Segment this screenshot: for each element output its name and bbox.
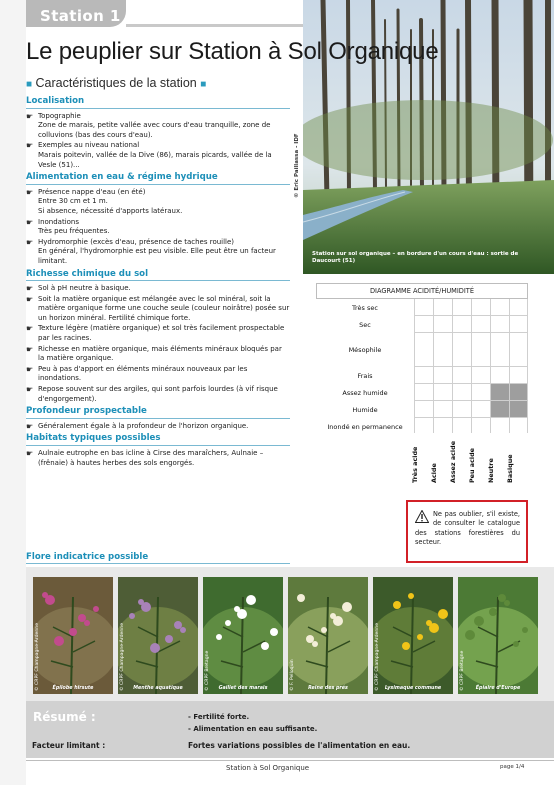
diagram-column-label	[469, 435, 488, 483]
diagram-cell	[490, 299, 509, 316]
diagram-cell	[433, 316, 452, 333]
item-label: Richesse en matière organique, mais éléments minéraux bloqués par la matière organique.	[38, 344, 282, 363]
diagram-column-label	[450, 435, 469, 483]
page-title: Le peuplier sur Station à Sol Organique	[26, 38, 439, 65]
summary-line: - Alimentation en eau suffisante.	[188, 725, 318, 733]
pointing-hand-icon: ☛	[26, 284, 34, 294]
section-item	[26, 324, 290, 343]
diagram-row-label: Humide	[352, 405, 378, 414]
plant-photo	[373, 577, 453, 694]
plant-name: Reine des prés	[308, 686, 348, 691]
plant-photo-credit: © F. Pelloquin	[290, 659, 295, 691]
diagram-cell	[509, 333, 528, 367]
item-label: Hydromorphie (excès d'eau, présence de taches rouille)	[38, 237, 235, 246]
plant-photo-credit: © CRPF Champagne-Ardenne	[120, 622, 125, 691]
diagram-column-text: Peu acide	[468, 448, 476, 483]
pointing-hand-icon: ☛	[26, 324, 34, 334]
diagram-column-label	[488, 435, 507, 483]
plant-name: Épilobe hirsute	[52, 686, 94, 691]
plant-photo	[458, 577, 538, 694]
station-tab: Station 1	[26, 0, 126, 27]
diagram-cell	[433, 401, 452, 418]
left-margin-strip	[0, 0, 26, 785]
diagram-cell	[471, 333, 490, 367]
diagram-column-text: Neutre	[487, 458, 495, 483]
item-detail: Marais poitevin, vallée de la Dive (86), marais picards, vallée de la Vesle (51)...	[38, 150, 272, 169]
diagram-cell	[490, 316, 509, 333]
plant-photo-credit: © CRPF Bretagne	[205, 650, 210, 691]
section-item	[26, 422, 290, 432]
section-heading-text: Caractéristiques de la station	[35, 76, 197, 90]
item-label: Inondations	[38, 217, 80, 226]
diagram-row-label: Assez humide	[342, 388, 388, 397]
plant-photo-credit: © CRPF Bretagne	[460, 650, 465, 691]
diagram-column-text: Assez acide	[449, 440, 457, 483]
diagram-column-label	[507, 435, 526, 483]
section-title: Richesse chimique du sol	[26, 270, 290, 282]
photo-caption: Station sur sol organique – en bordure d'un cours d'eau : sortie de Daucourt (51)	[312, 251, 519, 264]
plant-photo-credit: © CRPF Champagne-Ardenne	[35, 622, 40, 691]
pointing-hand-icon: ☛	[26, 449, 34, 458]
page-number: page 1/4	[500, 764, 525, 770]
diagram-cell	[452, 401, 471, 418]
square-bullet-icon: ■	[26, 79, 33, 90]
summary-title: Résumé :	[33, 710, 96, 724]
diagram-cell	[471, 316, 490, 333]
diagram-row-label: Mésophile	[348, 346, 382, 354]
station-characteristics	[26, 94, 290, 469]
diagram-column-text: Basique	[506, 454, 514, 483]
diagram-cell	[509, 367, 528, 384]
pointing-hand-icon: ☛	[26, 187, 34, 197]
diagram-cell	[490, 367, 509, 384]
diagram-cell	[452, 299, 471, 316]
diagram-row-label: Très sec	[352, 303, 378, 312]
section-item	[26, 449, 290, 468]
diagram-cell	[471, 299, 490, 316]
acidity-humidity-diagram	[316, 283, 528, 435]
item-label: Généralement égale à la profondeur de l'horizon organique.	[38, 421, 249, 430]
plant-photo	[118, 577, 198, 694]
diagram-cell	[433, 384, 452, 401]
diagram-cell-filled	[509, 401, 528, 418]
pointing-hand-icon: ☛	[26, 364, 34, 374]
plant-name: Épiaire d'Europe	[475, 686, 521, 691]
section-item	[26, 345, 290, 364]
item-detail: En général, l'hydromorphie est peu visible. Elle peut être un facteur limitant.	[38, 247, 276, 265]
pointing-hand-icon: ☛	[26, 217, 34, 227]
diagram-cell	[509, 299, 528, 316]
plant-photo	[33, 577, 113, 694]
flore-heading: Flore indicatrice possible	[26, 552, 290, 564]
section-heading	[26, 76, 206, 90]
diagram-cell	[471, 401, 490, 418]
diagram-row	[316, 316, 528, 333]
item-detail: Zone de marais, petite vallée avec cours d'eau tranquille, zone de colluvions (bas des cours d'eau).	[38, 121, 271, 139]
diagram-cell	[452, 333, 471, 367]
diagram-cell-filled	[490, 401, 509, 418]
diagram-cell	[433, 299, 452, 316]
section-item	[26, 141, 290, 170]
diagram-row	[316, 367, 528, 384]
diagram-row	[316, 299, 528, 316]
pointing-hand-icon: ☛	[26, 141, 34, 151]
section-item	[26, 284, 290, 294]
diagram-cell	[414, 333, 433, 367]
plant-name: Menthe aquatique	[133, 686, 183, 691]
limiting-factor-value: Fortes variations possibles de l'alimentation en eau.	[188, 741, 411, 750]
item-label: Topographie	[38, 111, 81, 120]
diagram-column-text: Acide	[430, 463, 438, 483]
notice-text: Ne pas oublier, s'il existe, de consulter le catalogue des stations forestières du secteur.	[415, 510, 520, 547]
diagram-row	[316, 384, 528, 401]
plant-name: Lysimaque commune	[384, 686, 442, 691]
section-title: Localisation	[26, 97, 290, 109]
item-label: Sol à pH neutre à basique.	[38, 284, 131, 293]
diagram-x-axis	[408, 433, 528, 487]
diagram-cell	[490, 333, 509, 367]
item-label: Peu à pas d'apport en éléments minéraux nouveaux par les inondations.	[38, 364, 248, 383]
footer-rule	[26, 760, 554, 761]
section-title: Alimentation en eau & régime hydrique	[26, 173, 290, 185]
section-item	[26, 112, 290, 141]
diagram-cell	[414, 367, 433, 384]
diagram-cell-filled	[490, 384, 509, 401]
diagram-row	[316, 333, 528, 367]
plant-photo	[203, 577, 283, 694]
diagram-cell	[414, 316, 433, 333]
item-label: Soit la matière organique est mélangée avec le sol minéral, soit la matière organique forme une couche seule (couleur noirâtre) posée sur un horizon minéral. Fertilité chimique forte.	[38, 294, 290, 322]
diagram-row	[316, 401, 528, 418]
diagram-cell	[433, 367, 452, 384]
diagram-column-label	[431, 435, 450, 483]
plant-name: Gaillet des marais	[218, 686, 268, 691]
pointing-hand-icon: ☛	[26, 237, 34, 247]
plant-photo-credit: © CRPF Champagne-Ardenne	[375, 622, 380, 691]
section-title: Habitats typiques possibles	[26, 434, 290, 446]
pointing-hand-icon: ☛	[26, 294, 34, 304]
summary-line: - Fertilité forte.	[188, 713, 250, 721]
section-title: Profondeur prospectable	[26, 407, 290, 419]
diagram-cell	[414, 401, 433, 418]
diagram-cell	[414, 299, 433, 316]
diagram-row-label: Frais	[357, 371, 373, 380]
pointing-hand-icon: ☛	[26, 344, 34, 354]
diagram-cell	[509, 316, 528, 333]
diagram-cell-filled	[509, 384, 528, 401]
catalogue-notice	[406, 500, 528, 563]
section-item	[26, 238, 290, 267]
pointing-hand-icon: ☛	[26, 111, 34, 121]
item-detail: Très peu fréquentes.	[38, 227, 110, 236]
item-label: Aulnaie eutrophe en bas icline à Cirse des maraîchers, Aulnaie – (frênaie) à hautes herbes des sols engorgés.	[38, 449, 264, 467]
diagram-row-label: Sec	[359, 320, 371, 329]
section-item	[26, 218, 290, 237]
footer-station-name: Station à Sol Organique	[226, 764, 310, 772]
diagram-column-label	[412, 435, 431, 483]
item-label: Exemples au niveau national	[38, 141, 140, 150]
item-label: Repose souvent sur des argiles, qui sont parfois lourdes (à vif risque d'engorgement).	[38, 385, 278, 403]
pointing-hand-icon: ☛	[26, 421, 34, 431]
summary-box	[26, 701, 554, 758]
diagram-title: DIAGRAMME ACIDITÉ/HUMIDITÉ	[316, 283, 528, 299]
diagram-cell	[414, 384, 433, 401]
diagram-cell	[452, 316, 471, 333]
warning-icon	[415, 510, 429, 523]
pointing-hand-icon: ☛	[26, 385, 34, 395]
diagram-cell	[433, 333, 452, 367]
diagram-cell	[471, 367, 490, 384]
section-item	[26, 385, 290, 404]
photo-credit: © Eric Paillassa - IDF	[294, 133, 300, 198]
section-item	[26, 365, 290, 384]
diagram-column-text: Très acide	[411, 446, 419, 483]
limiting-factor-label: Facteur limitant :	[32, 741, 106, 750]
section-item	[26, 295, 290, 324]
section-item	[26, 188, 290, 217]
item-label: Texture légère (matière organique) et sol très facilement prospectable par les racines.	[38, 324, 285, 343]
diagram-row-label: Inondé en permanence	[327, 422, 403, 431]
item-detail: Entre 30 cm et 1 m. Si absence, nécessité d'apports latéraux.	[38, 197, 183, 215]
plant-photo	[288, 577, 368, 694]
item-label: Présence nappe d'eau (en été)	[38, 187, 146, 196]
diagram-cell	[471, 384, 490, 401]
square-bullet-icon: ■	[200, 79, 207, 90]
diagram-cell	[452, 384, 471, 401]
diagram-cell	[452, 367, 471, 384]
